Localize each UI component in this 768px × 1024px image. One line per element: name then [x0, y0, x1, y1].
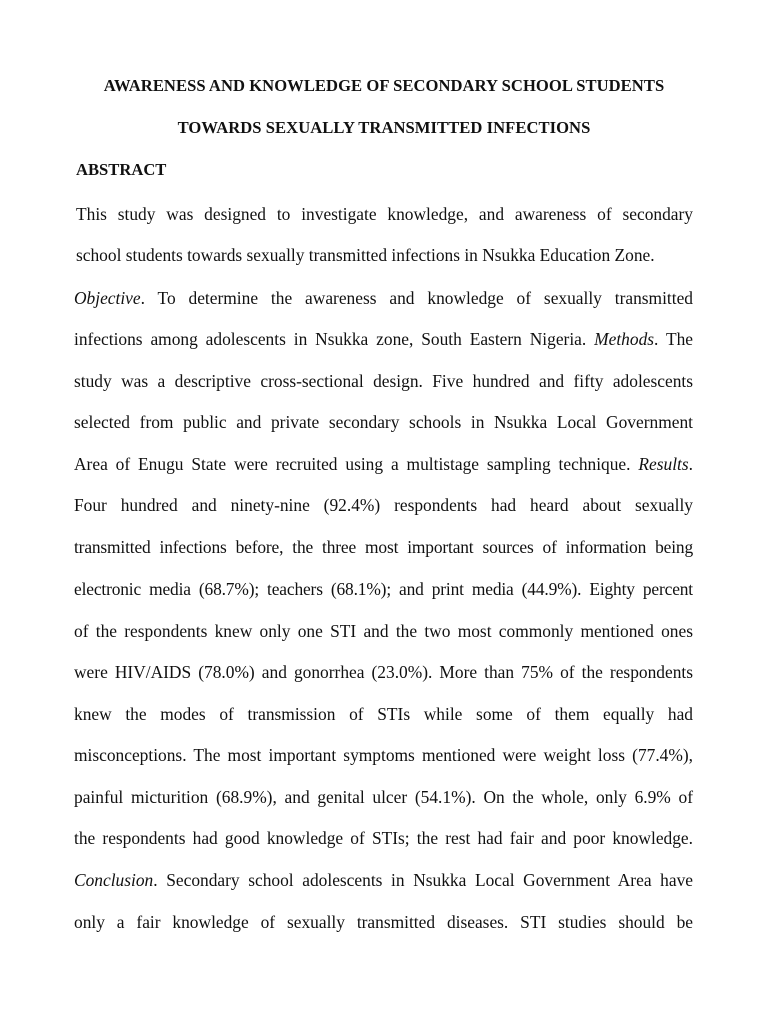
abstract-line-7: transmitted infections before, the three most important sources of information being [74, 537, 693, 557]
abstract-line-15 [74, 869, 693, 891]
intro-line-1: This study was designed to investigate knowledge, and awareness of secondary [76, 204, 693, 224]
abstract-line-13: painful micturition (68.9%), and genital ulcer (54.1%). On the whole, only 6.9% of [74, 787, 693, 807]
abstract-line-2-end: . The [654, 329, 694, 349]
abstract-line-16: only a fair knowledge of sexually transmitted diseases. STI studies should be [74, 912, 693, 932]
title-line-1: AWARENESS AND KNOWLEDGE OF SECONDARY SCHOOL STUDENTS [103, 76, 665, 95]
abstract-line-5 [74, 453, 693, 475]
abstract-heading: ABSTRACT [76, 160, 167, 179]
abstract-line-9: of the respondents knew only one STI and the two most commonly mentioned ones [74, 621, 693, 641]
results-label: Results [638, 454, 689, 474]
abstract-line-4: selected from public and private secondary schools in Nsukka Local Government [74, 412, 693, 432]
abstract-line-8: electronic media (68.7%); teachers (68.1%); and print media (44.9%). Eighty percent [74, 579, 693, 599]
abstract-line-3: study was a descriptive cross-sectional design. Five hundred and fifty adolescents [74, 371, 693, 391]
intro-line-2: school students towards sexually transmitted infections in Nsukka Education Zone. [76, 245, 655, 265]
title-line-2: TOWARDS SEXUALLY TRANSMITTED INFECTIONS [177, 118, 591, 137]
abstract-line-2 [74, 328, 693, 350]
abstract-line-1-text: . To determine the awareness and knowledge of sexually transmitted [140, 288, 693, 308]
abstract-line-10: were HIV/AIDS (78.0%) and gonorrhea (23.0%). More than 75% of the respondents [74, 662, 693, 682]
abstract-line-5-text: Area of Enugu State were recruited using a multistage sampling technique. [74, 454, 639, 474]
abstract-line-5-end: . [688, 454, 693, 474]
abstract-line-12: misconceptions. The most important symptoms mentioned were weight loss (77.4%), [74, 745, 693, 765]
objective-label: Objective [74, 288, 141, 308]
abstract-line-1 [74, 287, 693, 309]
abstract-line-11: knew the modes of transmission of STIs while some of them equally had [74, 704, 693, 724]
conclusion-label: Conclusion [74, 870, 154, 890]
methods-label: Methods [594, 329, 655, 349]
abstract-line-14: the respondents had good knowledge of STIs; the rest had fair and poor knowledge. [74, 828, 693, 848]
abstract-line-15-text: . Secondary school adolescents in Nsukka Local Government Area have [153, 870, 693, 890]
abstract-line-6: Four hundred and ninety-nine (92.4%) respondents had heard about sexually [74, 495, 693, 515]
abstract-line-2-text: infections among adolescents in Nsukka zone, South Eastern Nigeria. [74, 329, 595, 349]
